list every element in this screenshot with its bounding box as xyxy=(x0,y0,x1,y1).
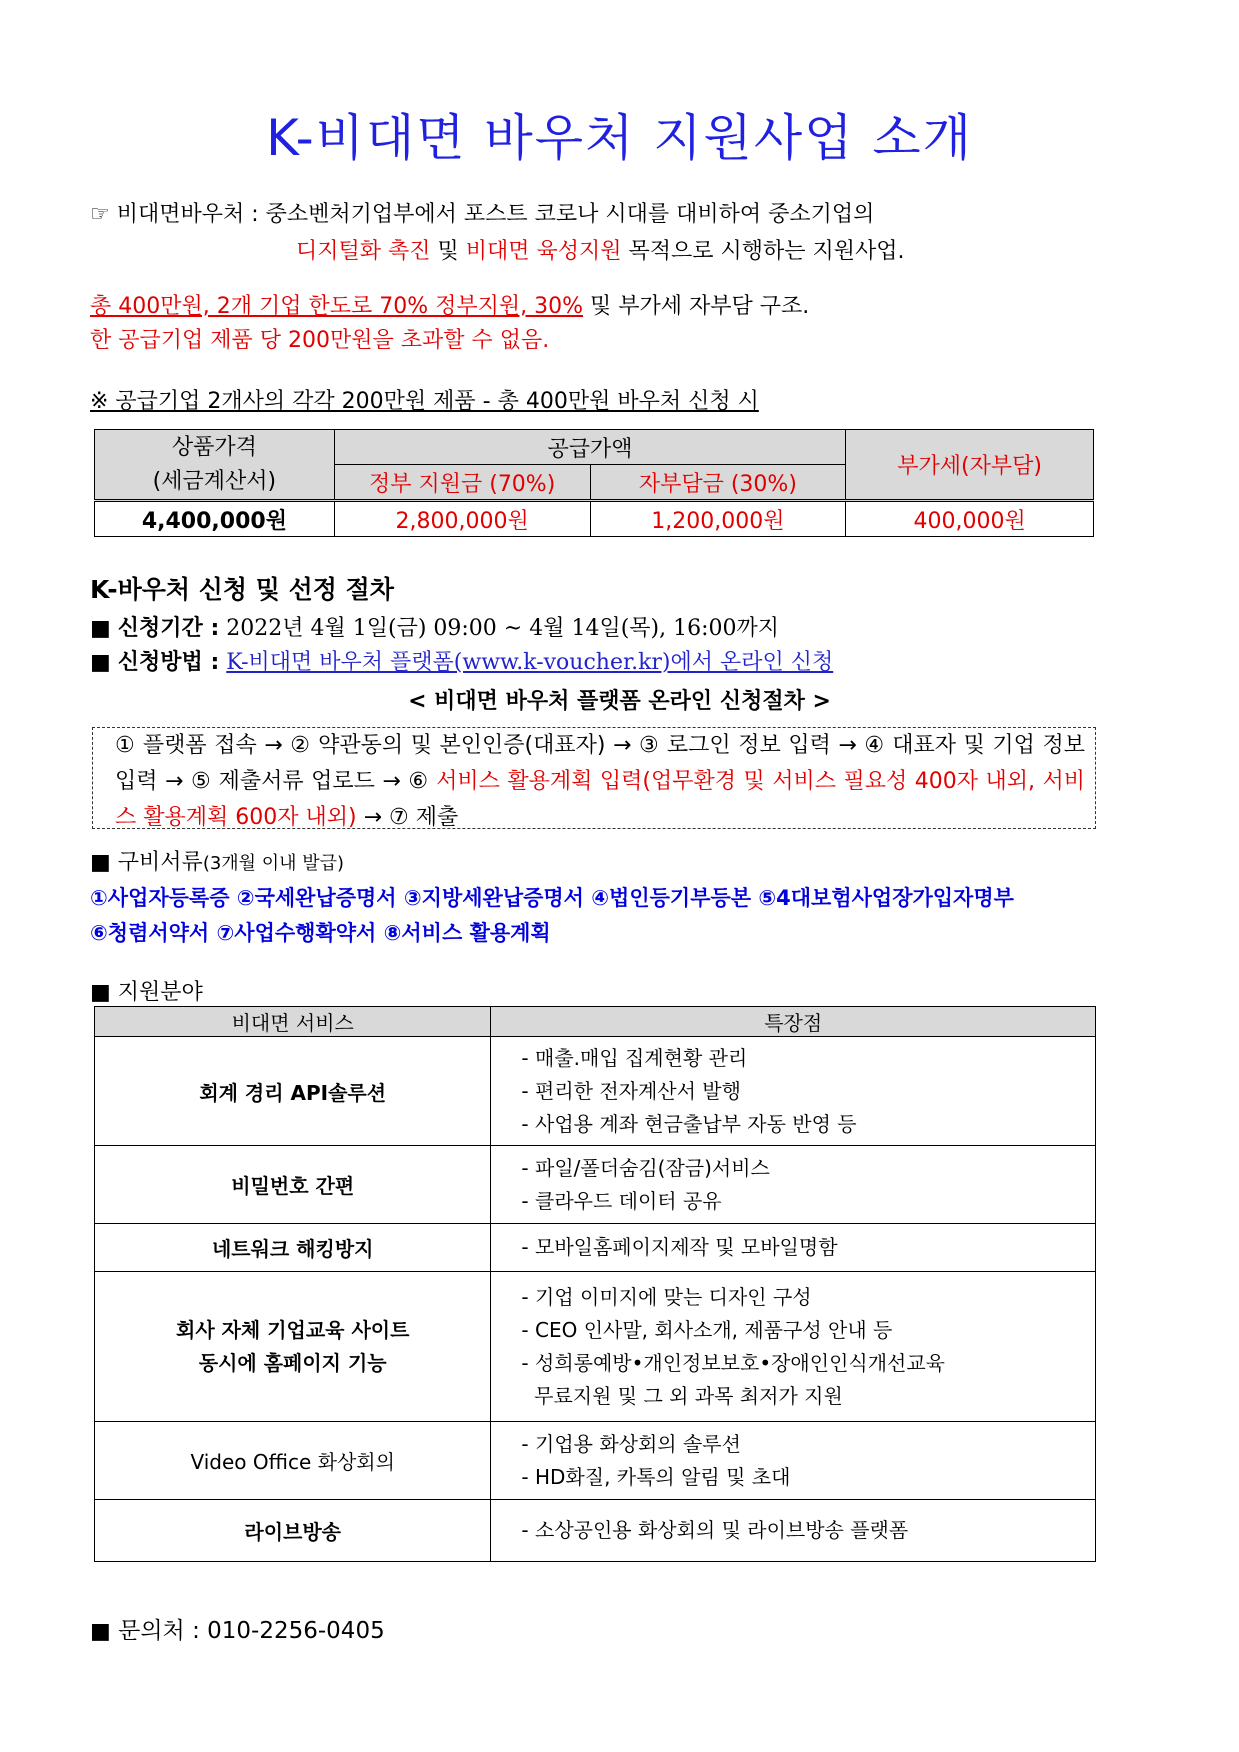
documents-heading-line xyxy=(90,845,344,876)
service-features xyxy=(491,1272,1096,1422)
service-name xyxy=(95,1272,491,1422)
support-line-1 xyxy=(90,289,809,320)
support-line-2: 한 공급기업 제품 당 200만원을 초과할 수 없음. xyxy=(90,328,550,353)
pointing-hand-icon: ☞ xyxy=(90,202,110,227)
fields-col-features: 특장점 xyxy=(491,1007,1096,1037)
bullet-square-icon: ■ xyxy=(90,650,111,675)
gov-support-header: 정부 지원금 (70%) xyxy=(334,465,590,501)
service-name-line: 회사 자체 기업교육 사이트 xyxy=(176,1317,410,1342)
bullet-square-icon: ■ xyxy=(90,850,111,875)
service-features xyxy=(491,1037,1096,1146)
page-title: K-비대면 바우처 지원사업 소개 xyxy=(266,109,973,167)
service-features xyxy=(491,1500,1096,1562)
intro-highlight-untact: 비대면 육성지원 xyxy=(465,239,622,264)
service-name: 네트워크 해킹방지 xyxy=(95,1224,491,1272)
price-col-header-1: 상품가격 xyxy=(171,434,257,460)
feature-item: - 모바일홈페이지제작 및 모바일명함 xyxy=(521,1235,838,1259)
feature-item: - 클라우드 데이터 공유 xyxy=(521,1188,722,1213)
table-row xyxy=(95,1422,1096,1500)
feature-item: - 소상공인용 화상회의 및 라이브방송 플랫폼 xyxy=(521,1518,909,1542)
bullet-square-icon: ■ xyxy=(90,616,111,641)
feature-item: - CEO 인사말, 회사소개, 제품구성 안내 등 xyxy=(521,1317,893,1342)
self-pay-header: 자부담금 (30%) xyxy=(590,465,846,501)
support-amount-rest: 및 부가세 자부담 구조. xyxy=(583,294,810,319)
bullet-square-icon: ■ xyxy=(90,980,111,1005)
steps-part-2: → ⑦ 제출 xyxy=(356,805,459,830)
steps-part-1: ① 플랫폼 접속 → ② 약관동의 및 본인인증(대표자) → ③ 로그인 정보 입력 → ④ 대표자 및 기업 정보 입력 → ⑤ 제출서류 업로드 → ⑥ xyxy=(115,733,1085,794)
method-label: 신청방법 : xyxy=(117,650,220,675)
fields-table xyxy=(94,1006,1096,1562)
intro-line-2 xyxy=(296,234,905,265)
method-line xyxy=(90,645,833,676)
intro-highlight-digital: 디지털화 촉진 xyxy=(296,239,431,264)
table-row xyxy=(95,1500,1096,1562)
fields-heading: 지원분야 xyxy=(117,980,203,1005)
supply-header: 공급가액 xyxy=(334,430,845,465)
service-name: 라이브방송 xyxy=(95,1500,491,1562)
feature-item: - 성희롱예방•개인정보보호•장애인인식개선교육 xyxy=(521,1350,945,1375)
example-heading: ※ 공급기업 2개사의 각각 200만원 제품 - 총 400만원 바우처 신청 시 xyxy=(90,389,759,414)
self-pay-value: 1,200,000원 xyxy=(590,501,846,537)
service-features xyxy=(491,1146,1096,1224)
service-name: 비밀번호 간편 xyxy=(95,1146,491,1224)
documents-heading: 구비서류 xyxy=(117,850,203,875)
feature-item: - HD화질, 카톡의 알림 및 초대 xyxy=(521,1464,791,1489)
gov-support-value: 2,800,000원 xyxy=(334,501,590,537)
k-voucher-link[interactable]: K-비대면 바우처 플랫폼(www.k-voucher.kr)에서 온라인 신청 xyxy=(226,650,834,675)
contact-label: 문의처 : xyxy=(118,1618,200,1644)
feature-item: 무료지원 및 그 외 과목 최저가 지원 xyxy=(521,1383,843,1408)
period-value: 2022년 4월 1일(금) 09:00 ~ 4월 14일(목), 16:00까지 xyxy=(226,616,780,641)
feature-item: - 매출.매입 집계현황 관리 xyxy=(521,1045,748,1070)
documents-list-1: ①사업자등록증 ②국세완납증명서 ③지방세완납증명서 ④법인등기부등본 ⑤4대보험사업장가입자명부 xyxy=(90,886,1014,910)
feature-item: - 사업용 계좌 현금출납부 자동 반영 등 xyxy=(521,1111,857,1136)
table-row xyxy=(95,1146,1096,1224)
documents-note: (3개월 이내 발급) xyxy=(202,853,345,874)
feature-item: - 편리한 전자계산서 발행 xyxy=(521,1078,741,1103)
service-features xyxy=(491,1422,1096,1500)
bullet-square-icon: ■ xyxy=(90,1619,111,1644)
contact-phone[interactable]: 010-2256-0405 xyxy=(207,1618,385,1644)
support-amount-red: 총 400만원, 2개 기업 한도로 70% 정부지원, 30% xyxy=(90,294,584,319)
steps-part-red: 서비스 활용계획 입력(업무환경 및 서비스 필요성 400자 내외, 서비스 활용계획 600자 내외) xyxy=(115,769,1085,830)
price-col-header-2: (세금계산서) xyxy=(152,468,277,494)
procedure-heading: K-바우처 신청 및 선정 절차 xyxy=(90,575,394,604)
procedure-subheading: < 비대면 바우처 플랫폼 온라인 신청절차 > xyxy=(408,689,831,714)
intro-text-2-end: 목적으로 시행하는 지원사업. xyxy=(621,239,905,264)
price-col-header xyxy=(95,430,335,501)
feature-item: - 파일/폴더숨김(잠금)서비스 xyxy=(521,1155,770,1180)
service-features xyxy=(491,1224,1096,1272)
feature-item: - 기업 이미지에 맞는 디자인 구성 xyxy=(521,1284,812,1309)
contact-line xyxy=(90,1612,385,1645)
service-name-line: 동시에 홈페이지 기능 xyxy=(198,1350,387,1375)
procedure-steps xyxy=(115,728,1085,836)
service-name: Video Office 화상회의 xyxy=(95,1422,491,1500)
feature-item: - 기업용 화상회의 솔루션 xyxy=(521,1431,741,1456)
price-table xyxy=(94,429,1094,537)
documents-list-2: ⑥청렴서약서 ⑦사업수행확약서 ⑧서비스 활용계획 xyxy=(90,921,551,945)
service-name: 회계 경리 API솔루션 xyxy=(95,1037,491,1146)
table-row xyxy=(95,1224,1096,1272)
intro-connector: 및 xyxy=(430,239,466,264)
fields-heading-line xyxy=(90,975,203,1006)
vat-header: 부가세(자부담) xyxy=(846,430,1094,501)
period-label: 신청기간 : xyxy=(117,616,220,641)
intro-text-1: 비대면바우처 : 중소벤처기업부에서 포스트 코로나 시대를 대비하여 중소기업의 xyxy=(116,202,875,227)
vat-value: 400,000원 xyxy=(846,501,1094,537)
intro-line-1 xyxy=(90,197,874,228)
table-row xyxy=(95,1037,1096,1146)
procedure-steps-box xyxy=(92,727,1096,829)
price-value: 4,400,000원 xyxy=(95,501,335,537)
period-line xyxy=(90,611,779,642)
table-row xyxy=(95,1272,1096,1422)
fields-col-service: 비대면 서비스 xyxy=(95,1007,491,1037)
